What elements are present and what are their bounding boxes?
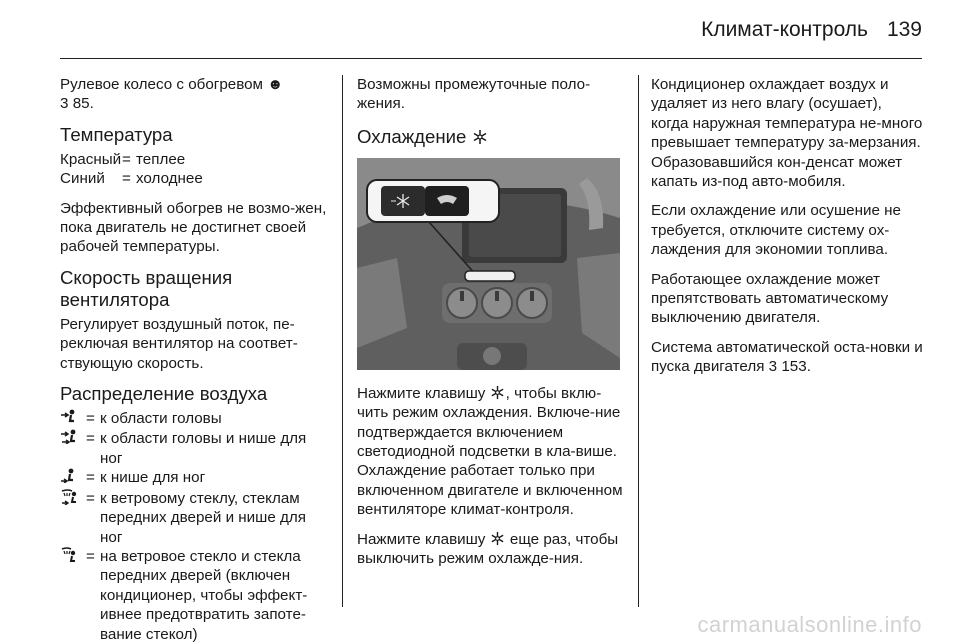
xref-page[interactable]: 153. <box>781 358 811 376</box>
column-left <box>60 75 332 644</box>
cooling-on-text: Нажмите клавишу , чтобы вклю-чить режим охлаждения. Включе-ние подтверждается включением светодиодной подсветки в кла-више. Охлаждение работает только при включенном двигателе и включенном вентиляторе климат-контроля. <box>357 384 623 519</box>
list-item: = на ветровое стекло и стекла передних дверей (включен кондиционер, чтобы эффект-ивнее предотвратить запоте-вание стекол) <box>60 547 332 644</box>
snowflake-icon <box>490 385 506 401</box>
snowflake-icon <box>472 128 488 144</box>
ac-autostop-note: Работающее охлаждение может препятствовать автоматическому выключению двигателя. <box>651 270 889 327</box>
list-item: = к нише для ног <box>60 468 332 488</box>
page-header <box>0 0 960 62</box>
air-distribution-heading: Распределение воздуха <box>60 383 268 405</box>
watermark: carmanualsonline.info <box>697 612 922 637</box>
column-middle <box>357 75 623 578</box>
snowflake-icon <box>490 531 506 547</box>
windscreen-air-icon <box>60 547 86 644</box>
fan-speed-text: Регулирует воздушный поток, пе-реключая вентилятор на соответ-ствующую скорость. <box>60 315 298 372</box>
head-air-icon <box>60 409 86 429</box>
air-distribution-list <box>60 409 332 644</box>
column-divider <box>638 75 639 607</box>
intermediate-positions-text: Возможны промежуточные поло-жения. <box>357 76 591 113</box>
list-item: Красный = теплее <box>60 150 186 168</box>
temperature-legend <box>60 150 332 189</box>
cooling-off-text: Нажмите клавишу еще раз, чтобы выключить режим охлажде-ния. <box>357 530 619 568</box>
heated-steering-wheel-icon: ☻ <box>267 76 284 93</box>
autostop-ref: Система автоматической оста-новки и пуска двигателя 3 153. <box>651 338 923 376</box>
climate-control-photo <box>357 158 620 370</box>
cooling-heading: Охлаждение <box>357 126 623 148</box>
fan-speed-heading: Скорость вращения вентилятора <box>60 266 233 310</box>
head-feet-air-icon <box>60 429 86 468</box>
xref-arrow-icon: 3 <box>60 95 69 113</box>
heating-note: Эффективный обогрев не возмо-жен, пока двигатель не достигнет своей рабочей температуры. <box>60 199 327 256</box>
list-item: = к ветровому стеклу, стеклам передних дверей и нише для ног <box>60 489 332 547</box>
ac-disable-tip: Если охлаждение или осушение не требуется, отключите систему ох-лаждения для экономии топлива. <box>651 202 901 259</box>
column-divider <box>342 75 343 607</box>
page-number: 139 <box>886 18 922 41</box>
xref-arrow-icon: 3 <box>768 358 778 376</box>
feet-air-icon <box>60 468 86 488</box>
list-item: = к области головы <box>60 409 332 429</box>
xref-page[interactable]: 85. <box>72 95 94 113</box>
column-right <box>651 75 923 387</box>
windscreen-feet-air-icon <box>60 489 86 547</box>
steering-wheel-heat-ref: Рулевое колесо с обогревом ☻ 3 85. <box>60 76 284 113</box>
list-item: Синий = холоднее <box>60 170 203 188</box>
list-item: = к области головы и нише для ног <box>60 429 332 468</box>
temperature-heading: Температура <box>60 123 173 145</box>
header-divider <box>60 58 922 59</box>
page-title: Климат-контроль <box>701 18 868 41</box>
ac-description: Кондиционер охлаждает воздух и удаляет из него влагу (осушает), когда наружная температура не-много превышает температуру за-мерзания. Образовавшийся кон-денсат может капать из-под авто-мобиля. <box>651 76 923 191</box>
